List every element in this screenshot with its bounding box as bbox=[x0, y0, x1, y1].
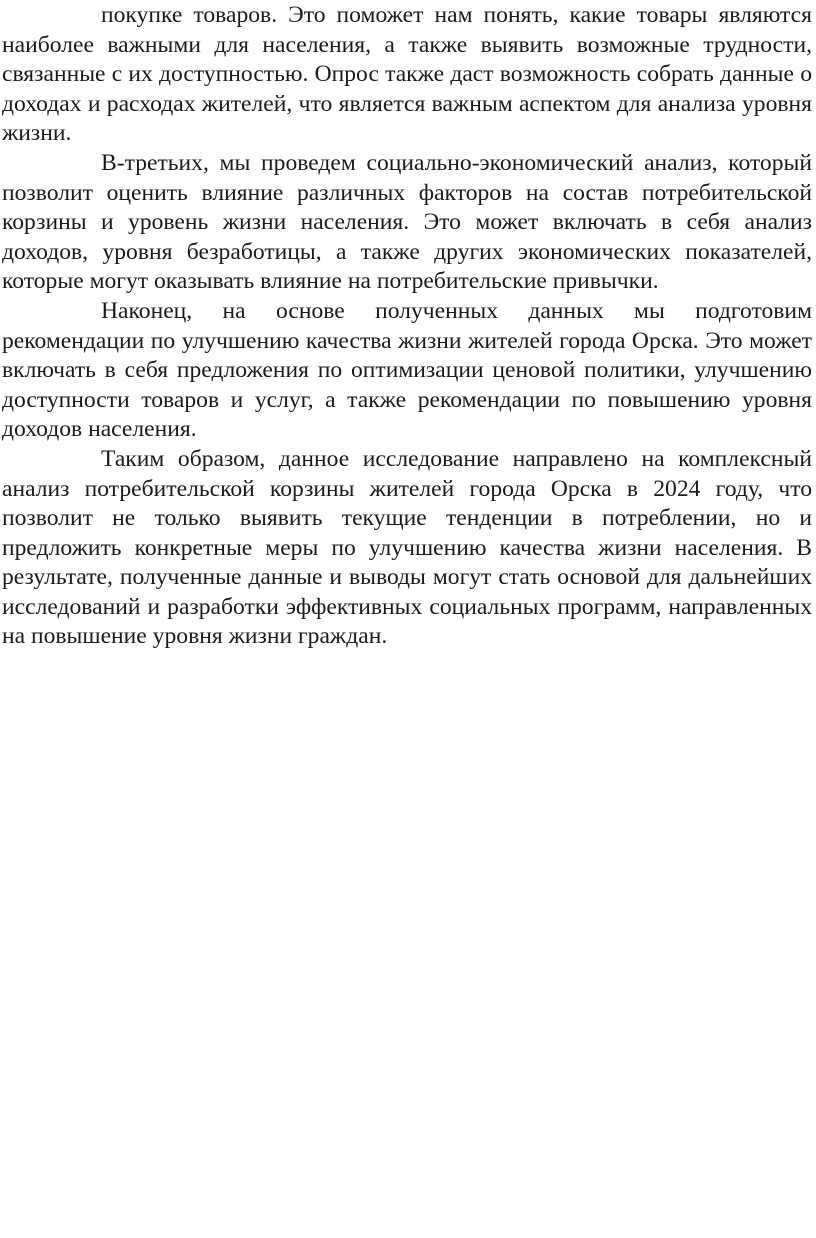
document-body bbox=[2, 1, 812, 652]
paragraph-socioeconomic-analysis: В-третьих, мы проведем социально-экономический анализ, который позволит оценить влияние различных факторов на состав потребительской корзины и уровень жизни населения. Это может включать в себя анализ доходов, уровня безработицы, а также других экономических показателей, которые могут оказывать влияние на потребительские привычки. bbox=[2, 149, 812, 295]
paragraph-recommendations: Наконец, на основе полученных данных мы подготовим рекомендации по улучшению качества жизни жителей города Орска. Это может включать в себя предложения по оптимизации ценовой политики, улучшению доступности товаров и услуг, а также рекомендации по повышению уровня доходов населения. bbox=[2, 297, 812, 443]
paragraph-conclusion: Таким образом, данное исследование направлено на комплексный анализ потребительской корзины жителей города Орска в 2024 году, что позволит не только выявить текущие тенденции в потреблении, но и предложить конкретные меры по улучшению качества жизни населения. В результате, полученные данные и выводы могут стать основой для дальнейших исследований и разработки эффективных социальных программ, направленных на повышение уровня жизни граждан. bbox=[2, 445, 812, 650]
paragraph-survey-continuation: покупке товаров. Это поможет нам понять, какие товары являются наиболее важными для населения, а также выявить возможные трудности, связанные с их доступностью. Опрос также даст возможность собрать данные о доходах и расходах жителей, что является важным аспектом для анализа уровня жизни. bbox=[2, 2, 812, 147]
